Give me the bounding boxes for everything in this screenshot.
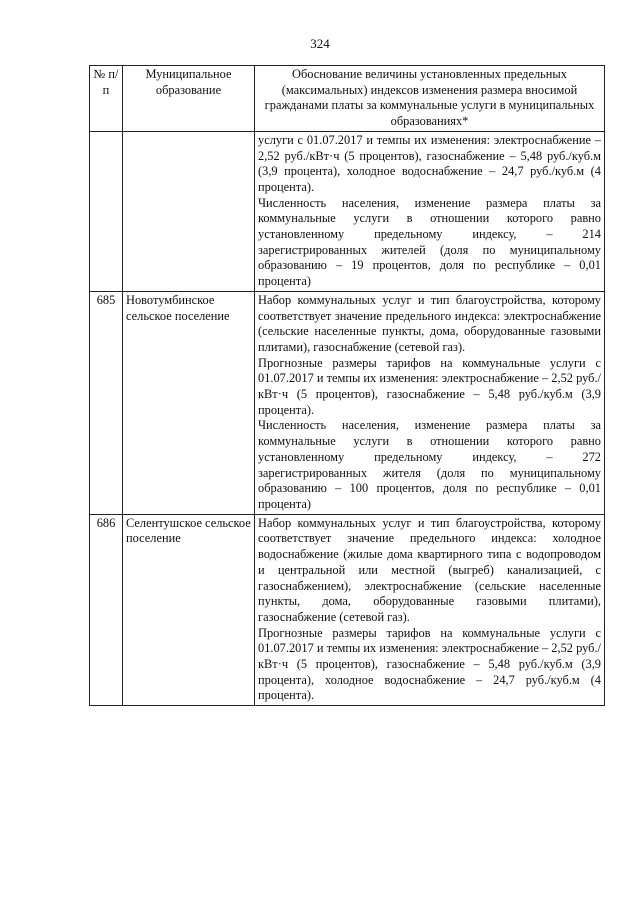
justification-paragraph: Набор коммунальных услуг и тип благоустройства, которому соответствует значение предельного индекса: электроснабжение (сельские населенные пункты, дома, оборудованные газовыми плитами), газоснабжение (сетевой газ). <box>258 292 601 354</box>
row-municipality <box>123 131 255 291</box>
header-municipality: Муниципальное образование <box>123 66 255 132</box>
justification-paragraph: Прогнозные размеры тарифов на коммунальные услуги с 01.07.2017 и темпы их изменения: электроснабжение – 2,52 руб./кВт·ч (5 процентов), газоснабжение – 5,48 руб./куб.м (3,9 процента), холодное водоснабжение – 24,7 руб./куб.м (4 процента). <box>258 625 601 703</box>
justification-paragraph: Численность населения, изменение размера платы за коммунальные услуги в отношении которого равно установленному предельному индексу, – 272 зарегистрированных жителя (доля по муниципальному образованию – 100 процентов, доля по республике – 0,01 процента) <box>258 418 601 511</box>
header-justification: Обоснование величины установленных предельных (максимальных) индексов изменения размера вносимой гражданами платы за коммунальные услуги в муниципальных образованиях* <box>255 66 605 132</box>
justification-paragraph: Набор коммунальных услуг и тип благоустройства, которому соответствует значение предельного индекса: холодное водоснабжение (жилые дома квартирного типа с водопроводом и центральной или местной (выгреб) канализацией, с газоснабжением), электроснабжение (сельские населенные пункты, дома, оборудованные газовыми плитами), газоснабжение (сетевой газ). <box>258 515 601 624</box>
row-num: 685 <box>90 291 123 514</box>
justification-paragraph: услуги с 01.07.2017 и темпы их изменения: электроснабжение – 2,52 руб./кВт·ч (5 процентов), газоснабжение – 5,48 руб./куб.м (3,9 процента), холодное водоснабжение – 24,7 руб./куб.м (4 процента). <box>258 132 601 194</box>
row-num: 686 <box>90 514 123 705</box>
row-justification <box>255 514 605 705</box>
row-municipality: Новотумбинское сельское поселение <box>123 291 255 514</box>
page-number: 324 <box>310 36 330 51</box>
header-num: № п/п <box>90 66 123 132</box>
table-row <box>90 514 605 705</box>
header-row <box>90 66 605 132</box>
table-header <box>90 66 605 132</box>
justification-paragraph: Прогнозные размеры тарифов на коммунальные услуги с 01.07.2017 и темпы их изменения: электроснабжение – 2,52 руб./кВт·ч (5 процентов), газоснабжение – 5,48 руб./куб.м (3,9 процента). <box>258 355 601 417</box>
row-num <box>90 131 123 291</box>
table-row <box>90 291 605 514</box>
row-justification <box>255 131 605 291</box>
row-municipality: Селентушское сельское поселение <box>123 514 255 705</box>
tariff-index-table <box>89 65 605 706</box>
row-justification <box>255 291 605 514</box>
table-row <box>90 131 605 291</box>
justification-paragraph: Численность населения, изменение размера платы за коммунальные услуги в отношении которого равно установленному предельному индексу, – 214 зарегистрированных жителей (доля по муниципальному образованию – 19 процентов, доля по республике – 0,01 процента) <box>258 195 601 289</box>
